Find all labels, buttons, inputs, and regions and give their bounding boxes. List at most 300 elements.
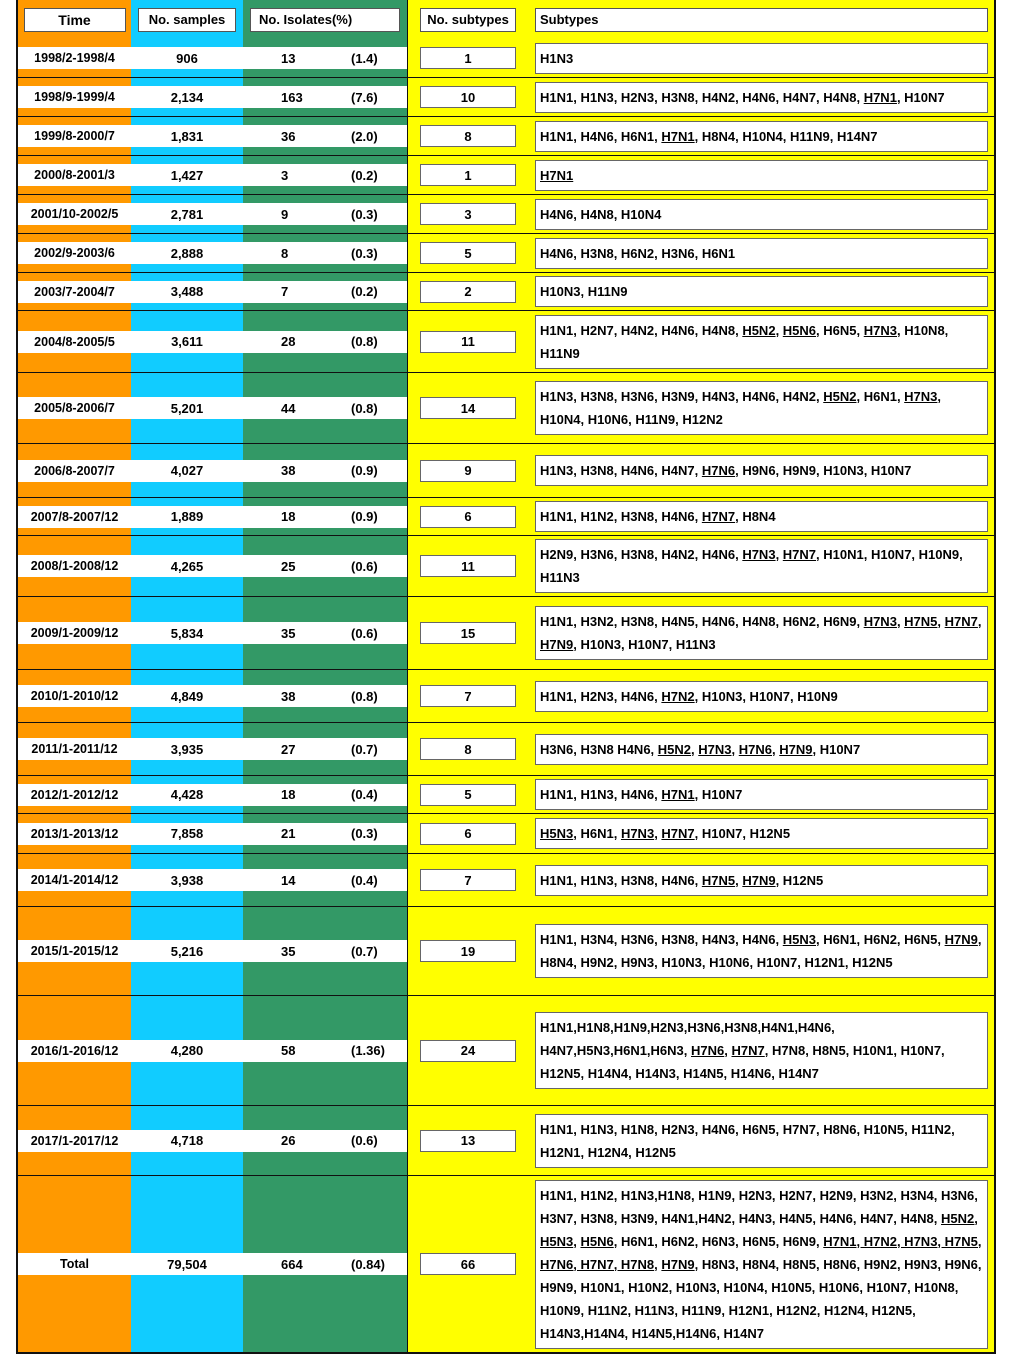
subtypes-list: H1N1, H3N4, H3N6, H3N8, H4N3, H4N6, H5N3, H6N1, H6N2, H6N5, H7N9, H8N4, H9N2, H9N3, H10N3, H10N6, H10N7, H12N1, H12N5 bbox=[535, 924, 988, 978]
underlined-subtype: H5N2 bbox=[657, 741, 692, 757]
time-cell bbox=[18, 670, 131, 722]
table-row bbox=[18, 372, 994, 443]
isolates-band bbox=[243, 869, 407, 891]
time-cell bbox=[18, 311, 131, 372]
num-subtypes-value: 7 bbox=[420, 869, 516, 891]
subtypes-list: H1N1,H1N8,H1N9,H2N3,H3N6,H3N8,H4N1,H4N6, H4N7,H5N3,H6N1,H6N3, H7N6, H7N7, H7N8, H8N5, H10N1, H10N7, H12N5, H14N4, H14N3, H14N5, H14N6, H14N7 bbox=[535, 1012, 988, 1089]
time-value: 1998/9-1999/4 bbox=[18, 86, 131, 108]
table-row bbox=[18, 596, 994, 669]
underlined-subtype: H7N6 bbox=[691, 1043, 725, 1058]
samples-cell bbox=[131, 234, 243, 272]
isolates-band bbox=[243, 1130, 407, 1152]
num-subtypes-value: 7 bbox=[420, 685, 516, 707]
underlined-subtype: H7N3 bbox=[863, 322, 897, 338]
num-subtypes-cell bbox=[407, 597, 528, 669]
isolates-cell bbox=[243, 670, 407, 722]
table-row bbox=[18, 669, 994, 722]
samples-cell bbox=[131, 195, 243, 233]
isolates-cell bbox=[243, 597, 407, 669]
isolates-cell bbox=[243, 39, 407, 77]
underlined-subtype: H7N9 bbox=[944, 932, 978, 947]
subtypes-list: H4N6, H4N8, H10N4 bbox=[535, 199, 988, 230]
subtypes-cell bbox=[528, 78, 994, 116]
underlined-subtype: H7N1 bbox=[661, 787, 695, 802]
subtypes-cell bbox=[528, 373, 994, 443]
samples-value: 3,488 bbox=[131, 281, 243, 303]
isolates-count: 36 bbox=[281, 128, 296, 144]
samples-value: 5,201 bbox=[131, 397, 243, 419]
isolates-percent: (0.2) bbox=[351, 167, 378, 183]
isolates-cell bbox=[243, 854, 407, 906]
subtypes-list: H1N1, H2N7, H4N2, H4N6, H4N8, H5N2, H5N6, H6N5, H7N3, H10N8, H11N9 bbox=[535, 315, 988, 369]
underlined-subtype: H7N3 bbox=[698, 741, 732, 757]
header-num-subtypes-cell bbox=[407, 0, 528, 39]
subtypes-cell bbox=[528, 723, 994, 775]
time-value: 2013/1-2013/12 bbox=[18, 823, 131, 845]
isolates-percent: (0.6) bbox=[351, 1133, 378, 1148]
header-time-cell bbox=[18, 0, 131, 39]
isolates-percent: (0.2) bbox=[351, 284, 378, 299]
subtypes-list: H1N1, H1N3, H1N8, H2N3, H4N6, H6N5, H7N7, H8N6, H10N5, H11N2, H12N1, H12N4, H12N5 bbox=[535, 1114, 988, 1168]
table-row bbox=[18, 995, 994, 1105]
subtypes-list: H10N3, H11N9 bbox=[535, 276, 988, 307]
num-subtypes-cell bbox=[407, 498, 528, 535]
time-value: 2000/8-2001/3 bbox=[18, 164, 131, 186]
samples-cell bbox=[131, 907, 243, 995]
table-row bbox=[18, 116, 994, 155]
samples-cell bbox=[131, 273, 243, 310]
table-row bbox=[18, 813, 994, 853]
subtypes-list: H4N6, H3N8, H6N2, H3N6, H6N1 bbox=[535, 238, 988, 269]
samples-cell bbox=[131, 854, 243, 906]
underlined-subtype: H5N3 bbox=[540, 826, 574, 841]
header-samples: No. samples bbox=[138, 8, 236, 32]
isolates-percent: (0.8) bbox=[351, 688, 378, 704]
isolates-count: 18 bbox=[281, 787, 296, 802]
header-subtypes: Subtypes bbox=[535, 8, 988, 32]
num-subtypes-value: 10 bbox=[420, 86, 516, 108]
samples-value: 4,849 bbox=[131, 685, 243, 707]
time-value: 2015/1-2015/12 bbox=[18, 940, 131, 962]
num-subtypes-cell bbox=[407, 195, 528, 233]
samples-cell bbox=[131, 996, 243, 1105]
isolates-count: 27 bbox=[281, 741, 296, 757]
underlined-subtype: H7N7 bbox=[731, 1043, 765, 1058]
isolates-percent: (0.9) bbox=[351, 463, 378, 478]
isolates-band bbox=[243, 555, 407, 577]
samples-value: 3,611 bbox=[131, 331, 243, 353]
isolates-percent: (0.8) bbox=[351, 400, 378, 416]
samples-cell bbox=[131, 39, 243, 77]
subtypes-list: H1N3, H3N8, H4N6, H4N7, H7N6, H9N6, H9N9, H10N3, H10N7 bbox=[535, 455, 988, 486]
time-value: 2009/1-2009/12 bbox=[18, 622, 131, 644]
isolates-band bbox=[243, 242, 407, 264]
underlined-subtype: H7N1, H7N2, H7N3, H7N5, H7N6, H7N7, H7N8 bbox=[540, 1233, 982, 1272]
time-cell bbox=[18, 234, 131, 272]
isolates-percent: (0.3) bbox=[351, 826, 378, 841]
underlined-subtype: H5N3 bbox=[782, 932, 817, 947]
underlined-subtype: H5N2 bbox=[742, 322, 776, 338]
underlined-subtype: H7N5 bbox=[701, 872, 736, 888]
subtypes-list: H1N1, H1N3, H3N8, H4N6, H7N5, H7N9, H12N5 bbox=[535, 865, 988, 896]
subtypes-list: H1N1, H1N2, H1N3,H1N8, H1N9, H2N3, H2N7, H2N9, H3N2, H3N4, H3N6, H3N7, H3N8, H3N9, H4N1,H4N2, H4N3, H4N5, H4N6, H4N7, H4N8, H5N2, H5N3, H5N6, H6N1, H6N2, H6N3, H6N5, H6N9, H7N1, H7N2, H7N3, H7N5, H7N6, H7N7, H7N8, H7N9, H8N3, H8N4, H8N5, H8N6, H9N2, H9N3, H9N6, H9N9, H10N1, H10N2, H10N3, H10N4, H10N5, H10N6, H10N7, H10N8, H10N9, H11N2, H11N3, H11N9, H12N1, H12N2, H12N4, H12N5, H14N3,H14N4, H14N5,H14N6, H14N7 bbox=[535, 1180, 988, 1349]
subtypes-cell bbox=[528, 536, 994, 596]
num-subtypes-cell bbox=[407, 854, 528, 906]
isolates-band bbox=[243, 47, 407, 69]
isolates-count: 14 bbox=[281, 872, 296, 888]
time-value: 2002/9-2003/6 bbox=[18, 242, 131, 264]
isolates-percent: (2.0) bbox=[351, 128, 378, 144]
isolates-count: 163 bbox=[281, 89, 303, 105]
subtypes-cell bbox=[528, 996, 994, 1105]
samples-cell bbox=[131, 536, 243, 596]
time-cell bbox=[18, 814, 131, 853]
time-cell bbox=[18, 117, 131, 155]
num-subtypes-cell bbox=[407, 234, 528, 272]
num-subtypes-cell bbox=[407, 723, 528, 775]
subtypes-cell bbox=[528, 854, 994, 906]
subtypes-cell bbox=[528, 311, 994, 372]
table-row bbox=[18, 310, 994, 372]
isolates-count: 26 bbox=[281, 1133, 296, 1148]
samples-cell bbox=[131, 814, 243, 853]
samples-cell bbox=[131, 723, 243, 775]
samples-cell bbox=[131, 373, 243, 443]
num-subtypes-cell bbox=[407, 273, 528, 310]
table-row bbox=[18, 39, 994, 77]
subtypes-cell bbox=[528, 1106, 994, 1175]
samples-value: 5,834 bbox=[131, 622, 243, 644]
time-value: 2008/1-2008/12 bbox=[18, 555, 131, 577]
num-subtypes-value: 3 bbox=[420, 203, 516, 225]
time-value: 2011/1-2011/12 bbox=[18, 738, 131, 760]
subtypes-cell bbox=[528, 444, 994, 497]
num-subtypes-cell bbox=[407, 1106, 528, 1175]
time-cell bbox=[18, 373, 131, 443]
table-row bbox=[18, 155, 994, 194]
underlined-subtype: H7N1 bbox=[540, 167, 574, 183]
underlined-subtype: H7N5 bbox=[904, 614, 938, 629]
num-subtypes-cell bbox=[407, 373, 528, 443]
underlined-subtype: H7N6 bbox=[738, 741, 772, 757]
underlined-subtype: H7N9 bbox=[540, 637, 574, 652]
subtypes-list: H1N1, H1N3, H2N3, H3N8, H4N2, H4N6, H4N7, H4N8, H7N1, H10N7 bbox=[535, 82, 988, 113]
time-cell bbox=[18, 273, 131, 310]
isolates-cell bbox=[243, 776, 407, 813]
samples-value: 1,427 bbox=[131, 164, 243, 186]
isolates-band bbox=[243, 281, 407, 303]
isolates-count: 25 bbox=[281, 558, 296, 574]
isolates-count: 21 bbox=[281, 826, 296, 841]
num-subtypes-cell bbox=[407, 117, 528, 155]
time-value: 1998/2-1998/4 bbox=[18, 47, 131, 69]
isolates-percent: (0.8) bbox=[351, 334, 378, 349]
time-cell bbox=[18, 1106, 131, 1175]
num-subtypes-value: 8 bbox=[420, 125, 516, 147]
header-time: Time bbox=[24, 8, 126, 32]
samples-value: 3,938 bbox=[131, 869, 243, 891]
subtypes-list: H1N1, H3N2, H3N8, H4N5, H4N6, H4N8, H6N2, H6N9, H7N3, H7N5, H7N7, H7N9, H10N3, H10N7, H11N3 bbox=[535, 606, 988, 660]
isolates-cell bbox=[243, 373, 407, 443]
table-row bbox=[18, 443, 994, 497]
num-subtypes-cell bbox=[407, 776, 528, 813]
subtypes-cell bbox=[528, 776, 994, 813]
samples-value: 4,280 bbox=[131, 1040, 243, 1062]
time-value: 2003/7-2004/7 bbox=[18, 281, 131, 303]
underlined-subtype: H7N1 bbox=[661, 128, 695, 144]
samples-cell bbox=[131, 776, 243, 813]
table-row bbox=[18, 77, 994, 116]
total-row bbox=[18, 1175, 994, 1352]
underlined-subtype: H5N2, H5N3 bbox=[540, 1210, 978, 1249]
time-cell bbox=[18, 996, 131, 1105]
isolates-band bbox=[243, 1040, 407, 1062]
time-cell bbox=[18, 444, 131, 497]
samples-cell bbox=[131, 1106, 243, 1175]
table-row bbox=[18, 1105, 994, 1175]
num-subtypes-cell bbox=[407, 444, 528, 497]
num-subtypes-cell bbox=[407, 814, 528, 853]
samples-value: 5,216 bbox=[131, 940, 243, 962]
samples-cell bbox=[131, 670, 243, 722]
time-cell bbox=[18, 39, 131, 77]
samples-value: 1,831 bbox=[131, 125, 243, 147]
time-value: 2014/1-2014/12 bbox=[18, 869, 131, 891]
isolates-percent: (0.7) bbox=[351, 741, 378, 757]
num-subtypes-value: 1 bbox=[420, 47, 516, 69]
underlined-subtype: H7N3 bbox=[620, 826, 655, 841]
time-value: 2005/8-2006/7 bbox=[18, 397, 131, 419]
num-subtypes-value: 1 bbox=[420, 164, 516, 186]
underlined-subtype: H7N7 bbox=[701, 509, 736, 524]
isolates-count: 18 bbox=[281, 509, 296, 524]
time-cell bbox=[18, 854, 131, 906]
isolates-cell bbox=[243, 156, 407, 194]
isolates-band bbox=[243, 397, 407, 419]
num-subtypes-value: 2 bbox=[420, 281, 516, 303]
samples-cell bbox=[131, 156, 243, 194]
subtypes-list: H1N1, H1N3, H4N6, H7N1, H10N7 bbox=[535, 779, 988, 810]
time-value: 2004/8-2005/5 bbox=[18, 331, 131, 353]
underlined-subtype: H7N7 bbox=[782, 547, 817, 562]
num-subtypes-value: 9 bbox=[420, 460, 516, 482]
isolates-percent: (0.9) bbox=[351, 509, 378, 524]
isolates-percent: (0.4) bbox=[351, 872, 378, 888]
samples-value: 4,428 bbox=[131, 784, 243, 806]
num-subtypes-cell bbox=[407, 670, 528, 722]
samples-cell bbox=[131, 498, 243, 535]
underlined-subtype: H7N7 bbox=[661, 826, 695, 841]
isolates-band bbox=[243, 823, 407, 845]
underlined-subtype: H5N2 bbox=[823, 389, 857, 404]
underlined-subtype: H7N6 bbox=[701, 463, 736, 478]
num-subtypes-cell bbox=[407, 907, 528, 995]
isolates-band bbox=[243, 86, 407, 108]
time-value: 2017/1-2017/12 bbox=[18, 1130, 131, 1152]
isolates-percent: (0.7) bbox=[351, 943, 378, 959]
isolates-cell bbox=[243, 536, 407, 596]
subtypes-list: H2N9, H3N6, H3N8, H4N2, H4N6, H7N3, H7N7, H10N1, H10N7, H10N9, H11N3 bbox=[535, 539, 988, 593]
isolates-percent: (1.4) bbox=[351, 50, 378, 66]
subtypes-list bbox=[535, 160, 988, 191]
isolates-count: 7 bbox=[281, 284, 289, 299]
subtypes-cell bbox=[528, 1176, 994, 1352]
num-subtypes-value: 6 bbox=[420, 823, 516, 845]
isolates-count: 664 bbox=[281, 1256, 303, 1272]
num-subtypes-value: 24 bbox=[420, 1040, 516, 1062]
subtypes-list: H5N3, H6N1, H7N3, H7N7, H10N7, H12N5 bbox=[535, 818, 988, 849]
underlined-subtype: H7N3 bbox=[742, 547, 776, 562]
subtypes-cell bbox=[528, 814, 994, 853]
isolates-band bbox=[243, 738, 407, 760]
time-cell bbox=[18, 907, 131, 995]
num-subtypes-value: 11 bbox=[420, 331, 516, 353]
num-subtypes-value: 14 bbox=[420, 397, 516, 419]
isolates-cell bbox=[243, 907, 407, 995]
samples-cell bbox=[131, 597, 243, 669]
num-subtypes-cell bbox=[407, 1176, 528, 1352]
samples-value: 2,134 bbox=[131, 86, 243, 108]
num-subtypes-value: 15 bbox=[420, 622, 516, 644]
time-value: 2007/8-2007/12 bbox=[18, 506, 131, 528]
samples-value: 3,935 bbox=[131, 738, 243, 760]
time-value: 2016/1-2016/12 bbox=[18, 1040, 131, 1062]
samples-value: 1,889 bbox=[131, 506, 243, 528]
time-value: 2006/8-2007/7 bbox=[18, 460, 131, 482]
isolates-cell bbox=[243, 1176, 407, 1352]
time-cell bbox=[18, 597, 131, 669]
num-subtypes-cell bbox=[407, 156, 528, 194]
header-row bbox=[18, 0, 994, 39]
isolates-percent: (0.3) bbox=[351, 206, 378, 222]
isolates-cell bbox=[243, 1106, 407, 1175]
num-subtypes-value: 5 bbox=[420, 242, 516, 264]
isolates-band bbox=[243, 1253, 407, 1275]
subtypes-cell bbox=[528, 39, 994, 77]
isolates-band bbox=[243, 506, 407, 528]
subtypes-list: H1N1, H4N6, H6N1, H7N1, H8N4, H10N4, H11N9, H14N7 bbox=[535, 121, 988, 152]
num-subtypes-value: 5 bbox=[420, 784, 516, 806]
num-subtypes-cell bbox=[407, 78, 528, 116]
samples-cell bbox=[131, 117, 243, 155]
header-isolates: No. Isolates(%) bbox=[250, 8, 400, 32]
table-row bbox=[18, 272, 994, 310]
isolates-count: 28 bbox=[281, 334, 296, 349]
isolates-percent: (0.6) bbox=[351, 625, 378, 641]
isolates-percent: (0.6) bbox=[351, 558, 378, 574]
isolates-cell bbox=[243, 195, 407, 233]
samples-cell bbox=[131, 1176, 243, 1352]
time-value: 2010/1-2010/12 bbox=[18, 685, 131, 707]
num-subtypes-cell bbox=[407, 996, 528, 1105]
subtypes-cell bbox=[528, 273, 994, 310]
isolates-percent: (0.84) bbox=[351, 1256, 385, 1272]
table-row bbox=[18, 233, 994, 272]
underlined-subtype: H7N3 bbox=[863, 614, 897, 629]
table-row bbox=[18, 722, 994, 775]
underlined-subtype: H7N9 bbox=[779, 741, 813, 757]
isolates-band bbox=[243, 940, 407, 962]
underlined-subtype: H5N6 bbox=[782, 322, 817, 338]
isolates-cell bbox=[243, 78, 407, 116]
underlined-subtype: H7N9 bbox=[661, 1256, 695, 1272]
isolates-band bbox=[243, 622, 407, 644]
subtypes-list: H1N3, H3N8, H3N6, H3N9, H4N3, H4N6, H4N2, H5N2, H6N1, H7N3, H10N4, H10N6, H11N9, H12N2 bbox=[535, 381, 988, 435]
num-subtypes-value: 11 bbox=[420, 555, 516, 577]
time-cell bbox=[18, 536, 131, 596]
samples-value: 7,858 bbox=[131, 823, 243, 845]
isolates-cell bbox=[243, 234, 407, 272]
samples-value: 79,504 bbox=[131, 1253, 243, 1275]
table-body bbox=[18, 39, 994, 1352]
isolates-cell bbox=[243, 311, 407, 372]
time-cell bbox=[18, 156, 131, 194]
underlined-subtype: H7N7 bbox=[944, 614, 978, 629]
table-row bbox=[18, 535, 994, 596]
time-cell bbox=[18, 1176, 131, 1352]
num-subtypes-cell bbox=[407, 536, 528, 596]
underlined-subtype: H5N6 bbox=[580, 1233, 614, 1249]
isolates-band bbox=[243, 203, 407, 225]
underlined-subtype: H7N9 bbox=[742, 872, 776, 888]
isolates-cell bbox=[243, 498, 407, 535]
isolates-count: 8 bbox=[281, 245, 289, 261]
isolates-cell bbox=[243, 117, 407, 155]
num-subtypes-value: 13 bbox=[420, 1130, 516, 1152]
isolates-count: 44 bbox=[281, 400, 296, 416]
isolates-percent: (7.6) bbox=[351, 89, 378, 105]
header-subtypes-cell bbox=[528, 0, 994, 39]
samples-value: 4,027 bbox=[131, 460, 243, 482]
time-cell bbox=[18, 498, 131, 535]
table-row bbox=[18, 906, 994, 995]
num-subtypes-value: 66 bbox=[420, 1253, 516, 1275]
subtypes-list: H1N1, H1N2, H3N8, H4N6, H7N7, H8N4 bbox=[535, 501, 988, 532]
time-cell bbox=[18, 723, 131, 775]
samples-value: 906 bbox=[131, 47, 243, 69]
num-subtypes-cell bbox=[407, 39, 528, 77]
underlined-subtype: H7N3 bbox=[904, 389, 938, 404]
header-num-subtypes: No. subtypes bbox=[420, 8, 516, 32]
isolates-count: 13 bbox=[281, 50, 296, 66]
time-cell bbox=[18, 78, 131, 116]
subtypes-list: H1N1, H2N3, H4N6, H7N2, H10N3, H10N7, H10N9 bbox=[535, 681, 988, 712]
subtypes-cell bbox=[528, 907, 994, 995]
subtypes-cell bbox=[528, 195, 994, 233]
isolates-band bbox=[243, 164, 407, 186]
isolates-cell bbox=[243, 814, 407, 853]
subtypes-cell bbox=[528, 670, 994, 722]
isolates-percent: (1.36) bbox=[351, 1043, 385, 1058]
header-samples-cell bbox=[131, 0, 243, 39]
isolates-count: 38 bbox=[281, 463, 296, 478]
isolates-count: 9 bbox=[281, 206, 289, 222]
isolates-count: 3 bbox=[281, 167, 289, 183]
table-row bbox=[18, 775, 994, 813]
isolates-band bbox=[243, 460, 407, 482]
samples-cell bbox=[131, 444, 243, 497]
time-cell bbox=[18, 195, 131, 233]
table-row bbox=[18, 853, 994, 906]
subtypes-cell bbox=[528, 156, 994, 194]
subtypes-list: H1N3 bbox=[535, 43, 988, 74]
subtypes-cell bbox=[528, 498, 994, 535]
time-value: Total bbox=[18, 1253, 131, 1275]
num-subtypes-value: 6 bbox=[420, 506, 516, 528]
underlined-subtype: H7N2 bbox=[661, 688, 695, 704]
table-row bbox=[18, 497, 994, 535]
isolates-cell bbox=[243, 723, 407, 775]
